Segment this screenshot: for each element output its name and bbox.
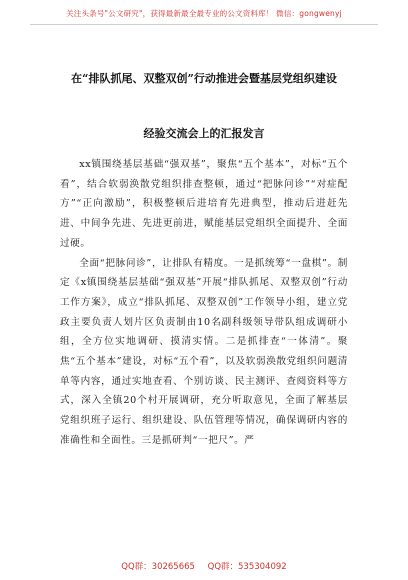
paragraph: xx镇围绕基层基础“强双基”，聚焦“五个基本”，对标“五个看”，结合软弱涣散党组织排查整顿，通过“把脉问诊”“对症配方”“正向激励”，积极整顿后进培育先进典型，推动后进赶先进、中间争先进、先进更前进，赋能基层党组织全面提升、全面过硬。 xyxy=(60,159,348,249)
document-body xyxy=(60,155,348,451)
footer xyxy=(0,560,408,572)
footer-qq-group-2: QQ群：535304092 xyxy=(207,562,287,572)
document-title-line1: 在“排队抓尾、双整双创”行动推进会暨基层党组织建设 xyxy=(71,72,337,85)
paragraph: 全面“把脉问诊”，让排队有精度。一是抓统筹“一盘棋”。制定《x镇围绕基层基础“强双基”开展“排队抓尾、双整双创”行动工作方案》，成立“排队抓尾、双整双创”工作领导小组，建立党政主要负责人划片区负责制由10名副科级领导带队组成调研小组，全方位实地调研、摸清实情。二是抓排查“一体清”。聚焦“五个基本”建设，对标“五个看”，以及软弱涣散党组织问题清单等内容，通过实地查看、个别访谈、民主测评、查阅资料等方式，深入全镇20个村开展调研，充分听取意见，全面了解基层党组织班子运行、组织建设、队伍管理等情况，确保调研内容的准确性和全面性。三是抓研判“一把尺”。严 xyxy=(60,257,348,446)
document-title-line2: 经验交流会上的汇报发言 xyxy=(143,127,265,140)
footer-qq-group-1: QQ群：30265665 xyxy=(121,562,195,572)
header-banner: 关注头条号"公文研究"，获得最新最全最专业的公文资料库！ 微信：gongwenyj xyxy=(66,9,342,18)
header-divider xyxy=(30,24,378,25)
